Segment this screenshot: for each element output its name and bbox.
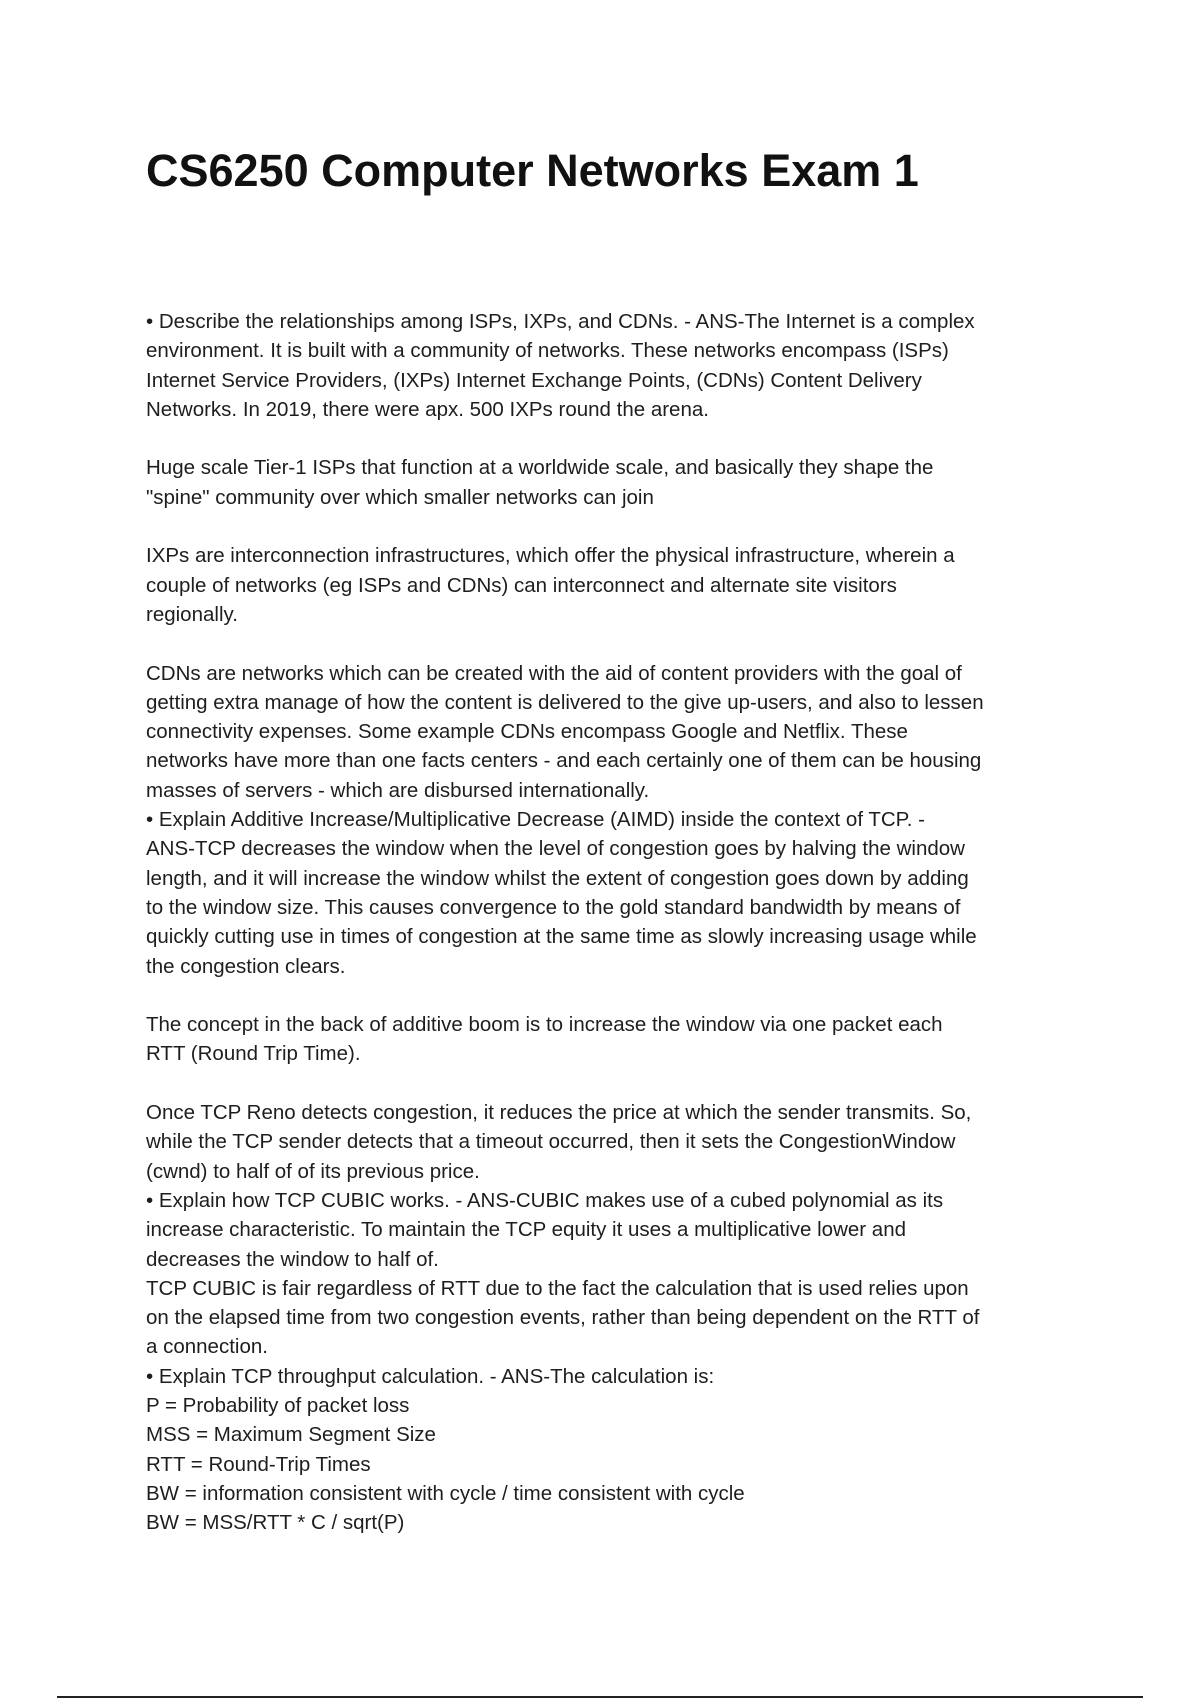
paragraph-gap [146, 629, 1066, 658]
paragraph [146, 307, 1066, 424]
text-line: ANS-TCP decreases the window when the level of congestion goes by halving the window [146, 837, 965, 861]
text-line: length, and it will increase the window whilst the extent of congestion goes down by adding [146, 866, 969, 890]
text-line: The concept in the back of additive boom is to increase the window via one packet each [146, 1013, 943, 1037]
text-line: Networks. In 2019, there were apx. 500 IXPs round the arena. [146, 397, 709, 421]
text-line: decreases the window to half of. [146, 1247, 439, 1271]
paragraph [146, 1098, 1066, 1186]
paragraph-gap [146, 424, 1066, 453]
text-line: getting extra manage of how the content is delivered to the give up-users, and also to lessen [146, 690, 984, 714]
text-line: connectivity expenses. Some example CDNs encompass Google and Netflix. These [146, 720, 908, 744]
text-line: on the elapsed time from two congestion events, rather than being dependent on the RTT of [146, 1306, 980, 1330]
paragraph [146, 453, 1066, 512]
text-line: P = Probability of packet loss [146, 1393, 410, 1417]
paragraph-gap [146, 981, 1066, 1010]
text-line: • Explain TCP throughput calculation. - ANS-The calculation is: [146, 1364, 715, 1388]
text-line: regionally. [146, 602, 238, 626]
text-line: RTT (Round Trip Time). [146, 1042, 361, 1066]
text-line: Once TCP Reno detects congestion, it reduces the price at which the sender transmits. So, [146, 1101, 972, 1125]
document-body [146, 307, 1066, 1537]
text-line: (cwnd) to half of of its previous price. [146, 1159, 480, 1183]
text-line: IXPs are interconnection infrastructures, which offer the physical infrastructure, wherein a [146, 544, 955, 568]
text-line: to the window size. This causes convergence to the gold standard bandwidth by means of [146, 895, 961, 919]
text-line: quickly cutting use in times of congestion at the same time as slowly increasing usage while [146, 925, 977, 949]
paragraph [146, 1362, 1066, 1538]
text-line: networks have more than one facts centers - and each certainly one of them can be housing [146, 749, 982, 773]
text-line: the congestion clears. [146, 954, 346, 978]
text-line: • Describe the relationships among ISPs, IXPs, and CDNs. - ANS-The Internet is a complex [146, 310, 975, 333]
text-line: environment. It is built with a community of networks. These networks encompass (ISPs) [146, 339, 949, 363]
paragraph [146, 659, 1066, 805]
paragraph [146, 805, 1066, 981]
paragraph [146, 1186, 1066, 1362]
text-line: increase characteristic. To maintain the TCP equity it uses a multiplicative lower and [146, 1218, 907, 1242]
text-line: MSS = Maximum Segment Size [146, 1423, 436, 1447]
paragraph [146, 1010, 1066, 1069]
text-line: TCP CUBIC is fair regardless of RTT due to the fact the calculation that is used relies upon [146, 1276, 969, 1300]
text-line: • Explain Additive Increase/Multiplicative Decrease (AIMD) inside the context of TCP. - [146, 808, 925, 832]
text-line: BW = information consistent with cycle / time consistent with cycle [146, 1481, 745, 1505]
document-title: CS6250 Computer Networks Exam 1 [146, 145, 919, 196]
text-line: "spine" community over which smaller networks can join [146, 485, 654, 509]
text-line: couple of networks (eg ISPs and CDNs) can interconnect and alternate site visitors [146, 573, 897, 597]
paragraph-gap [146, 512, 1066, 541]
text-line: BW = MSS/RTT * C / sqrt(P) [146, 1511, 405, 1535]
text-line: while the TCP sender detects that a timeout occurred, then it sets the CongestionWindow [146, 1130, 956, 1154]
paragraph-gap [146, 1069, 1066, 1098]
page-bottom-rule [57, 1696, 1143, 1698]
text-line: Internet Service Providers, (IXPs) Internet Exchange Points, (CDNs) Content Delivery [146, 368, 922, 392]
paragraph [146, 541, 1066, 629]
text-line: • Explain how TCP CUBIC works. - ANS-CUBIC makes use of a cubed polynomial as its [146, 1188, 944, 1212]
text-line: CDNs are networks which can be created with the aid of content providers with the goal of [146, 661, 962, 685]
text-line: RTT = Round-Trip Times [146, 1452, 371, 1476]
text-line: masses of servers - which are disbursed internationally. [146, 778, 650, 802]
text-line: Huge scale Tier-1 ISPs that function at a worldwide scale, and basically they shape the [146, 456, 934, 480]
text-line: a connection. [146, 1335, 268, 1359]
